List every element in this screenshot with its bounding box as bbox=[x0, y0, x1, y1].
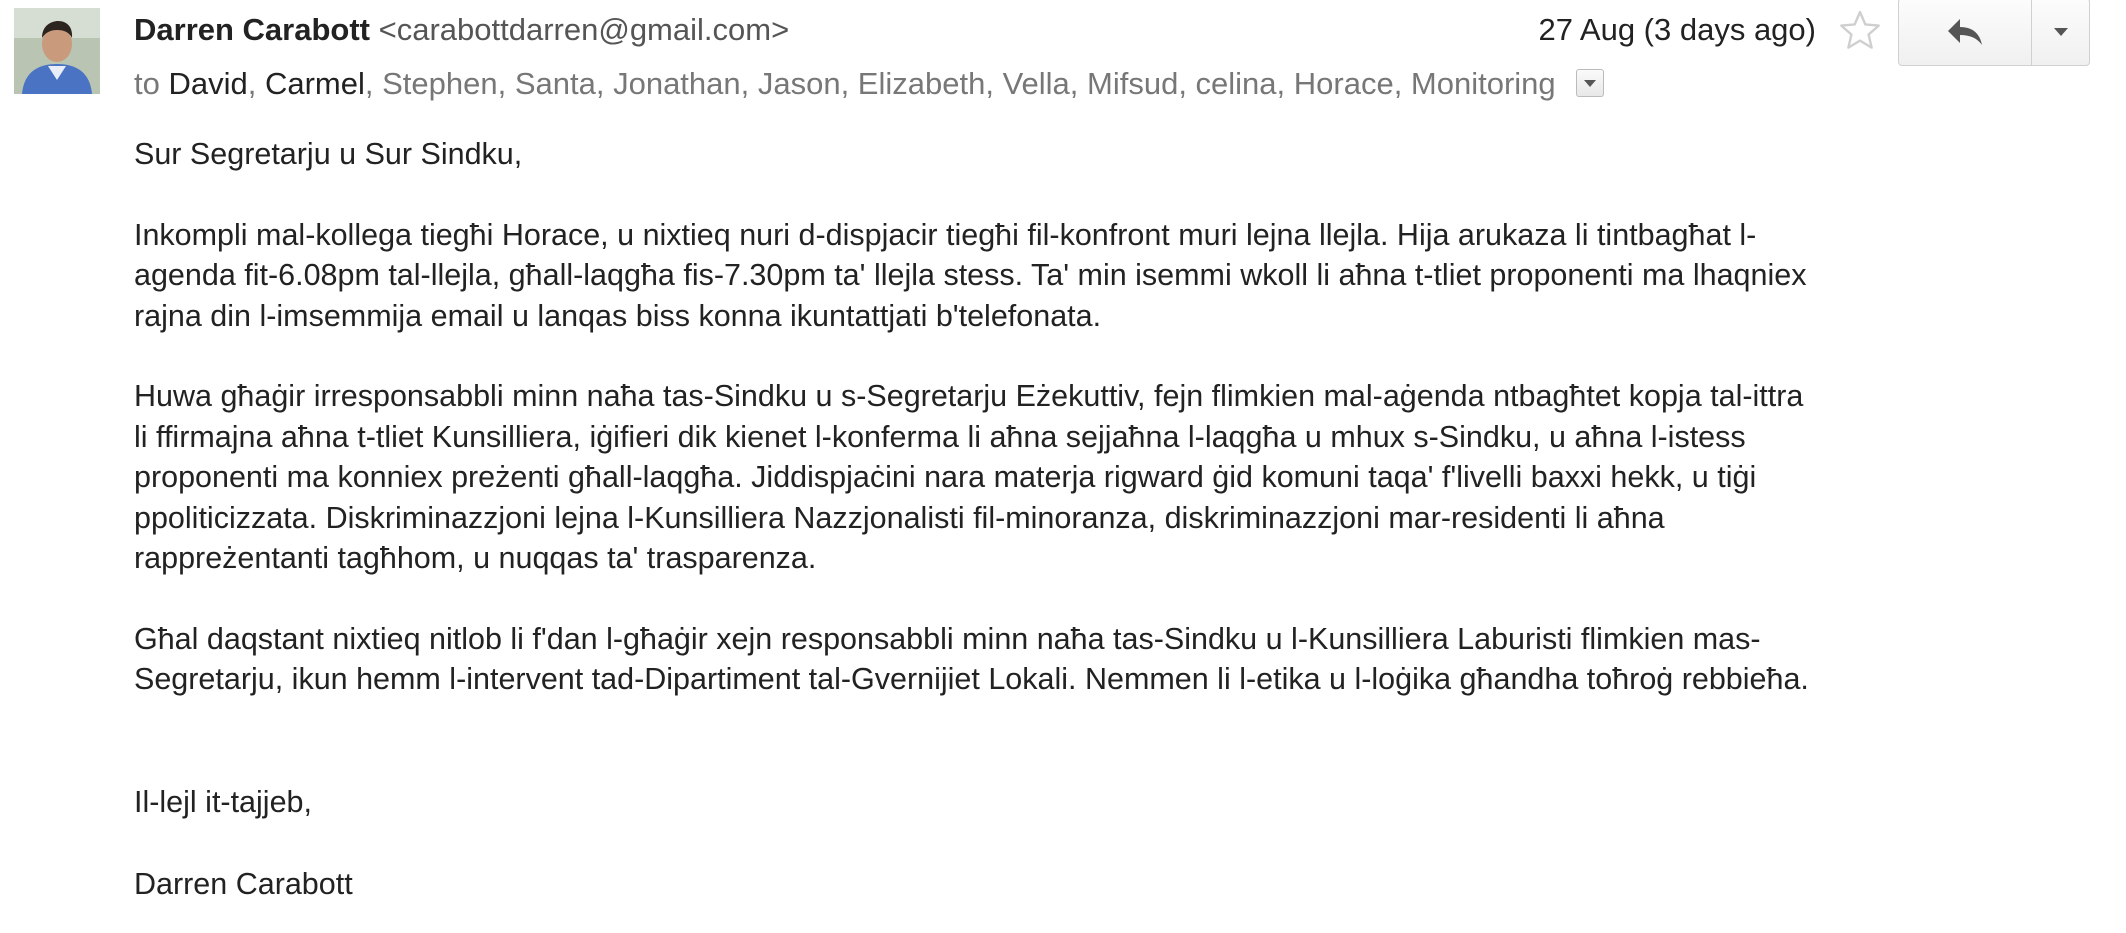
recipient-list-others[interactable]: Stephen, Santa, Jonathan, Jason, Elizabeth, Vella, Mifsud, celina, Horace, Monitoring bbox=[382, 66, 1556, 101]
body-line: Inkompli mal-kollega tiegħi Horace, u nixtieq nuri d-dispjacir tiegħi fil-konfront muri lejna llejla. Hija arukaza li tintbagħat l- bbox=[134, 217, 1757, 252]
email-body bbox=[134, 134, 2094, 905]
user-photo bbox=[14, 8, 100, 94]
body-line: li ffirmajna aħna t-tliet Kunsilliera, iġifieri dik kienet l-konferma li aħna sejjaħna l-laqgħa u mhux s-Sindku, u aħna l-istess bbox=[134, 419, 1746, 454]
to-label: to bbox=[134, 66, 160, 101]
body-line: rappreżentanti tagħhom, u nuqqas ta' trasparenza. bbox=[134, 541, 817, 575]
chevron-down-icon bbox=[2052, 26, 2070, 38]
reply-button[interactable] bbox=[1899, 0, 2032, 65]
recipients-line bbox=[134, 64, 1604, 104]
message-actions bbox=[1898, 0, 2090, 66]
body-line: Huwa għaġir irresponsabbli minn naħa tas-Sindku u s-Segretarju Eżekuttiv, fejn flimkien mal-aġenda ntbagħtet kopja tal-ittra bbox=[134, 379, 1804, 413]
recipient-separator: , bbox=[364, 66, 383, 101]
recipient-separator: , bbox=[247, 66, 265, 101]
body-line: Segretarju, ikun hemm l-intervent tad-Dipartiment tal-Gvernijiet Lokali. Nemmen li l-etika u l-loġika għandha toħroġ rebbieħa. bbox=[134, 662, 1809, 696]
body-line: rajna din l-imsemmija email u lanqas biss konna ikuntattjati b'telefonata. bbox=[134, 298, 1102, 333]
star-icon[interactable] bbox=[1838, 8, 1882, 52]
reply-arrow-icon bbox=[1946, 17, 1984, 47]
body-line: proponenti ma konniex preżenti għall-laqgħa. Jiddispjaċini nara materja rigward ġid komuni taqa' f'livelli baxxi hekk, u tiġi bbox=[134, 460, 1757, 494]
signature: Darren Carabott bbox=[134, 867, 353, 901]
avatar[interactable] bbox=[14, 8, 100, 94]
more-options-button[interactable] bbox=[2032, 0, 2089, 65]
recipient-david[interactable]: David bbox=[168, 66, 248, 101]
paragraph-3 bbox=[134, 619, 2094, 700]
email-date: 27 Aug (3 days ago) bbox=[1538, 12, 1816, 47]
body-line: Għal daqstant nixtieq nitlob li f'dan l-għaġir xejn responsabbli minn naħa tas-Sindku u l-Kunsilliera Laburisti flimkien mas- bbox=[134, 621, 1761, 656]
recipients-details-toggle[interactable] bbox=[1576, 69, 1604, 97]
paragraph-2 bbox=[134, 376, 2094, 579]
greeting: Sur Segretarju u Sur Sindku, bbox=[134, 137, 523, 171]
sender-line bbox=[134, 10, 789, 50]
body-line: ppoliticizzata. Diskriminazzjoni lejna l-Kunsilliera Nazzjonalisti fil-minoranza, diskriminazzjoni mar-residenti li aħna bbox=[134, 500, 1665, 535]
body-line: agenda fit-6.08pm tal-llejla, għall-laqgħa fis-7.30pm ta' llejla stess. Ta' min isemmi wkoll li aħna t-tliet proponenti ma lhaqniex bbox=[134, 258, 1807, 292]
sender-email: <carabottdarren@gmail.com> bbox=[378, 12, 790, 47]
paragraph-1 bbox=[134, 215, 2094, 337]
signoff: Il-lejl it-tajjeb, bbox=[134, 784, 312, 819]
sender-name[interactable]: Darren Carabott bbox=[134, 12, 370, 47]
recipient-carmel[interactable]: Carmel bbox=[264, 66, 365, 101]
